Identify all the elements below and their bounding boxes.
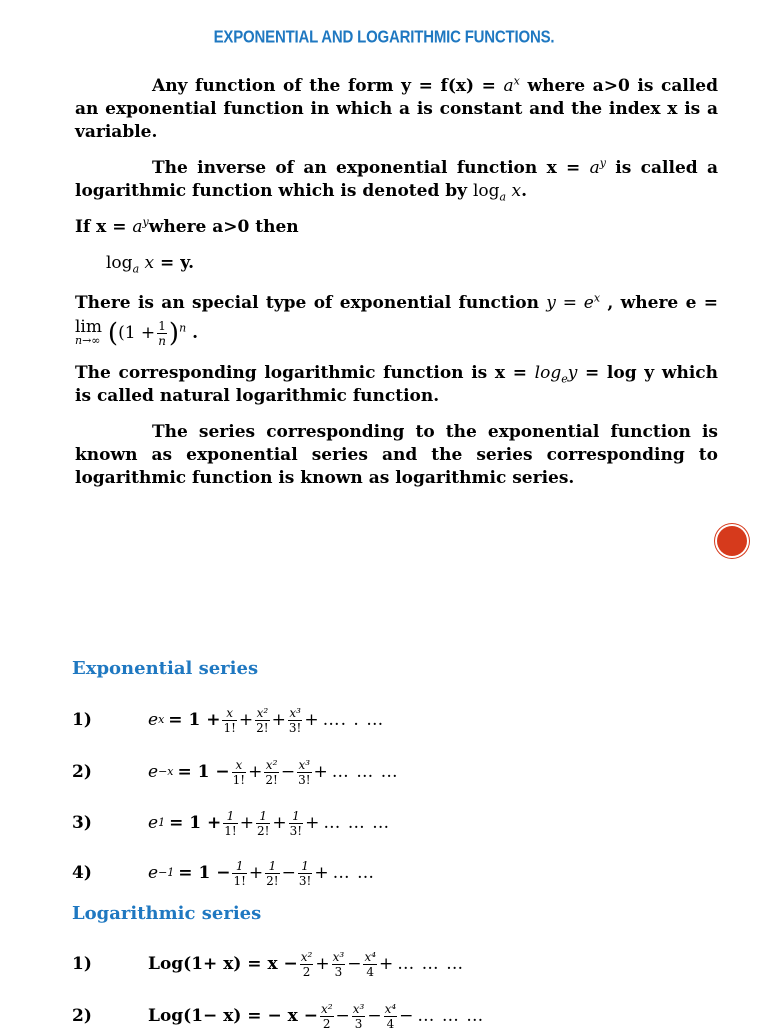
math-subscript: a <box>132 262 140 276</box>
series-number: 2) <box>72 1006 92 1026</box>
fraction <box>255 706 269 735</box>
numerator: x² <box>320 1001 333 1016</box>
text: where a>0 is called an exponential function in which a is constant and the index x is a variable. <box>75 76 719 142</box>
fraction <box>384 1002 398 1031</box>
numerator: x² <box>265 757 278 772</box>
numerator: x³ <box>298 757 311 772</box>
numerator: x⁴ <box>364 949 377 964</box>
paragraph-exponential-definition <box>75 75 718 144</box>
denominator: 3! <box>288 720 302 735</box>
paragraph-natural-exponential <box>75 288 718 349</box>
operator: − <box>347 954 362 974</box>
fraction <box>256 809 270 838</box>
series-equation <box>148 996 484 1036</box>
math-expression: (1 + <box>118 323 156 343</box>
paragraph-series-intro: The series corresponding to the exponential function is known as exponential series and the series corresponding to logarithmic function is known as logarithmic series. <box>75 422 718 488</box>
math-subscript: a <box>499 190 507 204</box>
numerator: x³ <box>352 1001 365 1016</box>
text: . <box>521 181 527 201</box>
fraction <box>320 1002 334 1031</box>
math-exponent: y <box>142 215 149 229</box>
line-log-equals-y <box>106 252 749 275</box>
series-row <box>72 853 752 893</box>
denominator: 1! <box>232 772 246 787</box>
math-log: log <box>534 363 562 383</box>
text: The inverse of an exponential function x = <box>152 158 590 178</box>
math-var: x <box>139 253 155 273</box>
line-if-x <box>75 216 718 239</box>
denominator: 1! <box>233 873 246 888</box>
numerator: 1 <box>256 809 270 824</box>
text: Any function of the form y = f(x) = <box>152 76 504 96</box>
numerator: 1 <box>223 809 237 824</box>
operator: + <box>272 813 287 833</box>
math-var: y <box>567 363 578 383</box>
fraction <box>363 950 377 979</box>
exponential-series-heading: Exponential series <box>72 658 259 679</box>
series-equation <box>148 944 464 984</box>
denominator: 2! <box>256 720 269 735</box>
math-log: log <box>472 181 500 201</box>
denominator: 2 <box>302 964 311 979</box>
operator: + <box>313 762 328 782</box>
math-base: e <box>148 762 159 782</box>
denominator: 1! <box>224 823 237 838</box>
math-text: Log(1− x) = − x − <box>148 1006 318 1026</box>
math-text: = 1 − <box>177 762 230 782</box>
operator: − <box>281 863 296 883</box>
operator: + <box>248 762 263 782</box>
slide-bullet-icon <box>717 526 747 556</box>
denominator: 3! <box>289 823 303 838</box>
operator: − <box>280 762 296 782</box>
limit-expression <box>75 316 102 348</box>
denominator: 2 <box>322 1016 331 1031</box>
series-equation: e −1 = 1 − $\frac{1}{1!}$ + $\frac{1}{2!}$ − $\frac{1}{3!}$ + … … <box>148 858 375 888</box>
denominator: n <box>158 334 166 348</box>
math-expression: y = e <box>546 293 594 313</box>
ellipsis: … … … <box>323 813 391 833</box>
denominator: 3! <box>298 772 311 787</box>
text: = y. <box>154 253 195 273</box>
math-text: = 1 − <box>178 863 231 883</box>
math-log: log <box>106 253 133 273</box>
numerator: x <box>222 706 236 721</box>
operator: + <box>315 954 330 974</box>
text: , where e = <box>600 293 718 313</box>
math-text: = 1 + <box>168 710 221 730</box>
operator: + <box>271 710 286 730</box>
denominator: 1! <box>223 720 236 735</box>
math-var: a <box>132 217 143 237</box>
fraction <box>222 706 236 735</box>
ellipsis: …. . … <box>322 710 385 730</box>
math-base: e <box>148 710 159 730</box>
numerator: 1 <box>298 859 312 874</box>
fraction <box>223 809 237 838</box>
fraction <box>298 859 312 888</box>
denominator: 3 <box>334 964 343 979</box>
fraction <box>289 809 303 838</box>
math-subscript: e <box>561 372 568 386</box>
fraction <box>232 859 246 888</box>
math-exponent: x <box>513 74 520 88</box>
operator: + <box>248 863 264 883</box>
numerator: 1 <box>289 809 303 824</box>
fraction <box>332 950 346 979</box>
operator: − <box>367 1006 382 1026</box>
math-exponent: y <box>599 156 606 170</box>
operator: + <box>379 954 394 974</box>
text: The corresponding logarithmic function is x = <box>75 363 535 383</box>
series-number: 2) <box>72 762 92 782</box>
denominator: 4 <box>366 964 375 979</box>
ellipsis: … … … <box>397 954 465 974</box>
series-number: 1) <box>72 954 92 974</box>
numerator: x <box>232 758 246 773</box>
numerator: x² <box>300 949 313 964</box>
operator: + <box>239 813 254 833</box>
series-row <box>72 803 752 843</box>
numerator: 1 <box>265 859 279 874</box>
ellipsis: … … … <box>417 1006 485 1026</box>
numerator: x⁴ <box>384 1001 397 1016</box>
text: . <box>186 323 199 343</box>
math-text: Log(1+ x) = x − <box>148 954 298 974</box>
page-title: EXPONENTIAL AND LOGARITHMIC FUNCTIONS. <box>213 27 555 48</box>
series-row <box>72 996 752 1036</box>
series-number: 4) <box>72 863 92 883</box>
text: There is an special type of exponential function <box>75 293 547 313</box>
text: = log y which is called natural logarithmic function. <box>75 363 718 406</box>
text: If x = <box>75 217 133 237</box>
fraction <box>300 950 314 979</box>
fraction <box>264 758 278 787</box>
operator: + <box>238 710 254 730</box>
denominator: 2! <box>265 772 278 787</box>
series-equation: e −x = 1 − $\frac{x}{1!}$ + $\frac{\text{x²}}{2!}$ − $\frac{\text{x³}}{3!}$ + … … … <box>148 757 399 787</box>
operator: + <box>314 863 329 883</box>
denominator: 3! <box>298 873 312 888</box>
denominator: 3 <box>354 1016 363 1031</box>
math-var: a <box>589 158 600 178</box>
denominator: 4 <box>386 1016 395 1031</box>
text: where a>0 then <box>148 217 299 237</box>
text: is called a logarithmic function which is denoted by <box>75 158 718 201</box>
numerator: 1 <box>158 319 166 333</box>
math-exponent: n <box>179 321 187 335</box>
math-exponent: x <box>593 291 601 305</box>
paren-open: ( <box>107 318 119 349</box>
fraction <box>265 859 279 888</box>
series-row <box>72 944 752 984</box>
math-base: e <box>148 813 159 833</box>
paragraph-logarithm-definition <box>75 157 718 203</box>
paren-close: ) <box>168 318 180 349</box>
fraction <box>352 1002 366 1031</box>
operator: + <box>304 710 319 730</box>
fraction <box>232 758 246 787</box>
fraction <box>297 758 311 787</box>
operator: − <box>399 1006 414 1026</box>
math-text: = 1 + <box>169 813 222 833</box>
math-base: e <box>148 863 159 883</box>
lim-label: lim <box>75 316 102 337</box>
series-row <box>72 700 752 740</box>
ellipsis: … … <box>332 863 375 883</box>
operator: + <box>305 813 320 833</box>
denominator: 2! <box>256 823 270 838</box>
math-var: a <box>503 76 514 96</box>
denominator: 2! <box>266 873 279 888</box>
ellipsis: … … … <box>331 762 399 782</box>
math-var: x <box>506 181 522 201</box>
operator: − <box>335 1006 350 1026</box>
series-number: 3) <box>72 813 92 833</box>
series-number: 1) <box>72 710 92 730</box>
logarithmic-series-heading: Logarithmic series <box>72 903 262 924</box>
numerator: x³ <box>289 705 301 720</box>
fraction <box>288 706 302 735</box>
numerator: x³ <box>332 949 345 964</box>
series-row <box>72 752 752 792</box>
series-equation: e x = 1 + $\frac{x}{1!}$ + $\frac{\text{x²}}{2!}$ + $\frac{\text{x³}}{3!}$ + …. . … <box>148 705 385 735</box>
series-equation: e 1 = 1 + $\frac{1}{1!}$ + $\frac{1}{2!}$ + $\frac{1}{3!}$ + … … … <box>148 808 391 838</box>
paragraph-natural-logarithm <box>75 362 718 408</box>
fraction <box>157 319 167 348</box>
numerator: 1 <box>232 859 246 874</box>
lim-subscript: n→∞ <box>75 333 101 347</box>
numerator: x² <box>256 705 269 720</box>
